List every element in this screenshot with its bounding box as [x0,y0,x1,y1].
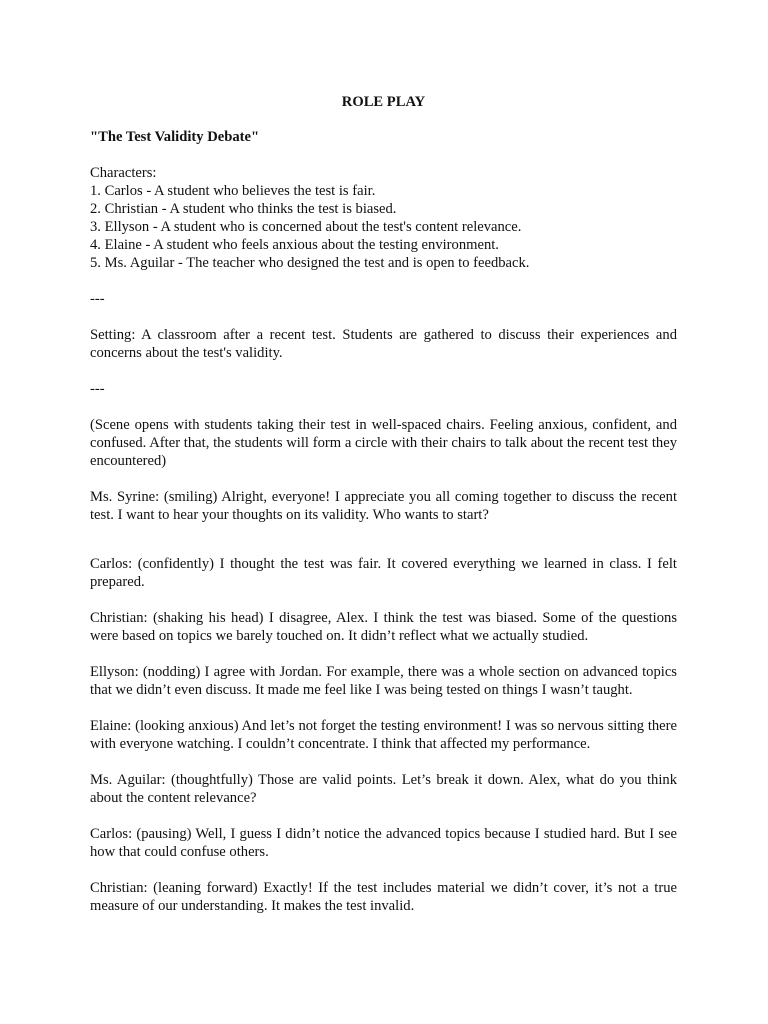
scene-paragraph: (Scene opens with students taking their test in well-spaced chairs. Feeling anxious, confident, and confused. After that, the students will form a circle with their chairs to talk about the recent test they encountered) [90,417,677,469]
dialogue-line: Ellyson: (nodding) I agree with Jordan. For example, there was a whole section on advanced topics that we didn’t even discuss. It made me feel like I was being tested on things I wasn’t taught. [90,664,677,698]
setting-paragraph: Setting: A classroom after a recent test. Students are gathered to discuss their experiences and concerns about the test's validity. [90,327,677,361]
dialogue-line: Christian: (leaning forward) Exactly! If the test includes material we didn’t cover, it’s not a true measure of our understanding. It makes the test invalid. [90,880,677,914]
character-item: 3. Ellyson - A student who is concerned about the test's content relevance. [90,219,522,235]
character-item: 1. Carlos - A student who believes the test is fair. [90,183,376,199]
characters-section [90,164,677,272]
dialogue-line: Carlos: (confidently) I thought the test was fair. It covered everything we learned in class. I felt prepared. [90,556,677,590]
dialogue-line: Christian: (shaking his head) I disagree, Alex. I think the test was biased. Some of the questions were based on topics we barely touched on. It didn’t reflect what we actually studied. [90,610,677,644]
character-item: 5. Ms. Aguilar - The teacher who designed the test and is open to feedback. [90,255,530,271]
character-item: 4. Elaine - A student who feels anxious about the testing environment. [90,237,499,253]
document-page [90,93,677,915]
dialogue-line: Ms. Syrine: (smiling) Alright, everyone! I appreciate you all coming together to discuss the recent test. I want to hear your thoughts on its validity. Who wants to start? [90,489,677,523]
section-separator: --- [90,381,105,397]
document-subtitle: "The Test Validity Debate" [90,129,260,145]
character-item: 2. Christian - A student who thinks the test is biased. [90,201,397,217]
document-title: ROLE PLAY [341,94,426,110]
dialogue-line: Carlos: (pausing) Well, I guess I didn’t notice the advanced topics because I studied hard. But I see how that could confuse others. [90,826,677,860]
dialogue-line: Ms. Aguilar: (thoughtfully) Those are valid points. Let’s break it down. Alex, what do you think about the content relevance? [90,772,677,806]
section-separator: --- [90,291,105,307]
dialogue-line: Elaine: (looking anxious) And let’s not forget the testing environment! I was so nervous sitting there with everyone watching. I couldn’t concentrate. I think that affected my performance. [90,718,677,752]
characters-label: Characters: [90,165,157,181]
